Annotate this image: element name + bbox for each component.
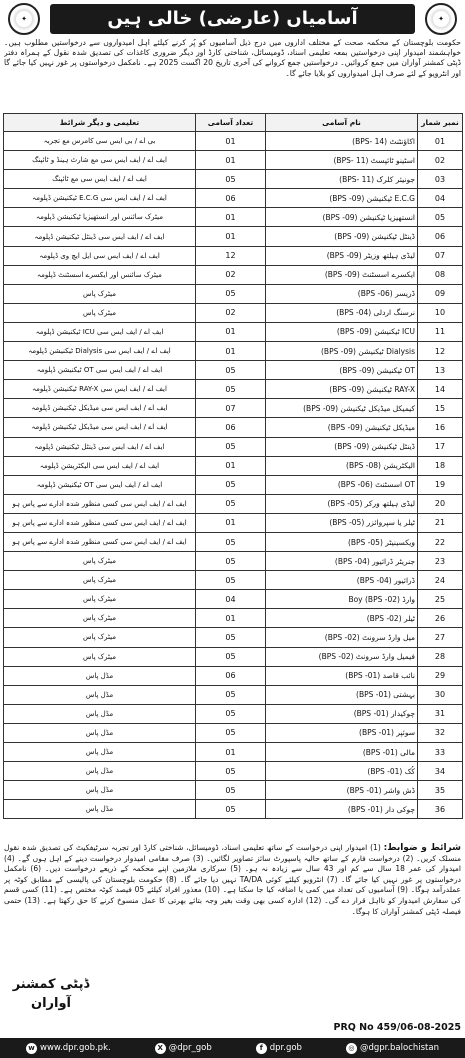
cell-qualification: ایف اے / ایف ایس سی OT ٹیکنیشن ڈپلومہ <box>4 475 196 494</box>
table-row <box>4 571 463 590</box>
cell-qualification: ایف اے / ایف ایس سی مع شارٹ ہینڈ و ٹائپنگ <box>4 151 196 170</box>
cell-serial: 25 <box>418 590 463 609</box>
table-row <box>4 628 463 647</box>
cell-qualification: ایف اے / ایف ایس سی میڈیکل ٹیکنیشن ڈپلومہ <box>4 399 196 418</box>
cell-quantity: 06 <box>196 666 266 685</box>
table-row <box>4 532 463 551</box>
cell-serial: 29 <box>418 666 463 685</box>
cell-quantity: 05 <box>196 762 266 781</box>
cell-post: Dialysis ٹیکنیشن (BPS -09) <box>266 342 418 361</box>
cell-quantity: 05 <box>196 647 266 666</box>
cell-serial: 35 <box>418 781 463 800</box>
header-serial: نمبر شمار <box>418 114 463 132</box>
header <box>2 2 463 36</box>
cell-post: جونیئر کلرک (BPS- 11) <box>266 170 418 189</box>
cell-qualification: مڈل پاس <box>4 666 196 685</box>
cell-quantity: 12 <box>196 246 266 265</box>
prq-number: PRQ No 459/06-08-2025 <box>333 1022 461 1033</box>
intro-paragraph: حکومت بلوچستان کے محکمہ صحت کے مختلف اداروں میں درج ذیل آسامیوں کو پُر کرنے کیلئے اہل امیدواروں سے درخواستیں مطلوب ہیں۔ خواہشمند امیدوار اپنی درخواستیں بمعہ تعلیمی اسناد، ڈومیسائل، شناختی کارڈ اور دیگر ضروری کاغذات کی تصدیق شدہ نقول کے ہمراہ دفتر ڈپٹی کمشنر آواران میں جمع کروائیں۔ درخواستیں جمع کروانے کی آخری تاریخ 20 اگست 2025 ہے۔ نامکمل درخواستوں پر غور نہیں کیا جائے گا اور انٹرویو کے لئے صرف اہل امیدواروں کو بلایا جائے گا۔ <box>4 38 461 78</box>
cell-serial: 22 <box>418 532 463 551</box>
footer-item[interactable] <box>26 1043 111 1054</box>
x-icon: X <box>155 1043 166 1054</box>
cell-serial: 03 <box>418 170 463 189</box>
cell-post: OT اسسٹنٹ (BPS -06) <box>266 475 418 494</box>
cell-quantity: 05 <box>196 361 266 380</box>
table-row <box>4 132 463 151</box>
cell-quantity: 01 <box>196 151 266 170</box>
cell-quantity: 06 <box>196 418 266 437</box>
cell-post: چوکی دار (BPS -01) <box>266 800 418 819</box>
cell-serial: 30 <box>418 685 463 704</box>
table-row <box>4 342 463 361</box>
cell-post: ڈینٹل ٹیکنیشن (BPS -09) <box>266 437 418 456</box>
cell-quantity: 05 <box>196 494 266 513</box>
cell-quantity: 01 <box>196 513 266 532</box>
cell-serial: 13 <box>418 361 463 380</box>
cell-serial: 07 <box>418 246 463 265</box>
cell-post: لیڈی ہیلتھ وزیٹر (BPS -09) <box>266 246 418 265</box>
cell-quantity: 01 <box>196 132 266 151</box>
cell-qualification: مڈل پاس <box>4 762 196 781</box>
cell-qualification: مڈل پاس <box>4 800 196 819</box>
table-header-row <box>4 114 463 132</box>
cell-qualification: ایف اے / ایف ایس سی کسی منظور شدہ ادارے سے پاس ہو <box>4 494 196 513</box>
footer-link-label[interactable]: @dpr_gob <box>168 1043 212 1053</box>
cell-quantity: 01 <box>196 609 266 628</box>
table-row <box>4 208 463 227</box>
table-row <box>4 456 463 475</box>
table-row <box>4 704 463 723</box>
cell-qualification: ایف اے / ایف ایس سی مع ٹائپنگ <box>4 170 196 189</box>
cell-serial: 14 <box>418 380 463 399</box>
table-row <box>4 666 463 685</box>
cell-post: ڈش واشر (BPS -01) <box>266 781 418 800</box>
cell-quantity: 05 <box>196 437 266 456</box>
table-row <box>4 781 463 800</box>
cell-post: ڈرائیور (BPS -04) <box>266 571 418 590</box>
cell-qualification: میٹرک سائنس اور انستھیزیا ٹیکنیشن ڈپلومہ <box>4 208 196 227</box>
cell-qualification: ایف اے / ایف ایس سی OT ٹیکنیشن ڈپلومہ <box>4 361 196 380</box>
cell-post: ایکسرے اسسٹنٹ (BPS -09) <box>266 265 418 284</box>
cell-qualification: مڈل پاس <box>4 723 196 742</box>
table-row <box>4 513 463 532</box>
cell-post: لیڈی ہیلتھ ورکر (BPS -05) <box>266 494 418 513</box>
cell-qualification: میٹرک پاس <box>4 303 196 322</box>
table-row <box>4 380 463 399</box>
cell-serial: 06 <box>418 227 463 246</box>
header-quantity: تعداد آسامی <box>196 114 266 132</box>
cell-quantity: 05 <box>196 284 266 303</box>
govt-logo-right: ✦ <box>425 3 457 35</box>
cell-post: انستھیزیا ٹیکنیشن (BPS -09) <box>266 208 418 227</box>
cell-post: ٹیلر (BPS -02) <box>266 609 418 628</box>
cell-serial: 31 <box>418 704 463 723</box>
cell-serial: 36 <box>418 800 463 819</box>
cell-serial: 18 <box>418 456 463 475</box>
footer-bar <box>0 1038 465 1058</box>
cell-serial: 10 <box>418 303 463 322</box>
cell-serial: 33 <box>418 743 463 762</box>
cell-qualification: ایف اے / ایف ایس سی ڈینٹل ٹیکنیشن ڈپلومہ <box>4 227 196 246</box>
terms-text: (1) امیدوار اپنی درخواست کے ساتھ تعلیمی اسناد، ڈومیسائل، شناختی کارڈ اور تجربہ سرٹیفکیٹ کی تصدیق شدہ نقول منسلک کریں۔ (2) درخواست فارم کے ساتھ حالیہ پاسپورٹ سائز تصاویر لگائیں۔ (3) صرف مقامی امیدوار درخواست دینے کے اہل ہوں گے۔ (4) امیدوار کی عمر 18 سال سے کم اور 43 سال سے زیادہ نہ ہو۔ (5) سرکاری ملازمین اپنے محکمہ کے ذریعے درخواست دیں۔ (6) نامکمل درخواستوں پر غور نہیں کیا جائے گا۔ (7) انٹرویو کیلئے کوئی TA/DA نہیں دیا جائے گا۔ (8) حکومت بلوچستان کی پالیسی کے مطابق کوٹہ پر عملدرآمد ہوگا۔ (9) آسامیوں کی تعداد میں کمی یا اضافہ کیا جا سکتا ہے۔ (10) معذور افراد کیلئے 05 فیصد کوٹہ مختص ہے۔ (11) کسی قسم کی سفارش امیدوار کو نااہل قرار دے گی۔ (12) ادارہ کسی بھی وقت بغیر وجہ بتائے بھرتی کا عمل منسوخ کرنے کا حق رکھتا ہے۔ (13) حتمی فیصلہ ڈپٹی کمشنر آواران کا ہوگا۔ <box>4 843 461 916</box>
cell-post: چوکیدار (BPS -01) <box>266 704 418 723</box>
cell-serial: 01 <box>418 132 463 151</box>
cell-qualification: ایف اے / ایف ایس سی E.C.G ٹیکنیشن ڈپلومہ <box>4 189 196 208</box>
cell-qualification: میٹرک پاس <box>4 552 196 571</box>
cell-quantity: 01 <box>196 208 266 227</box>
cell-qualification: مڈل پاس <box>4 704 196 723</box>
cell-quantity: 05 <box>196 628 266 647</box>
cell-qualification: ایف اے / ایف ایس سی میڈیکل ٹیکنیشن ڈپلومہ <box>4 418 196 437</box>
footer-item[interactable] <box>155 1043 212 1054</box>
cell-quantity: 05 <box>196 571 266 590</box>
cell-post: بہشتی (BPS -01) <box>266 685 418 704</box>
table-row <box>4 647 463 666</box>
header-qualification: تعلیمی و دیگر شرائط <box>4 114 196 132</box>
table-row <box>4 590 463 609</box>
table-row <box>4 685 463 704</box>
table-row <box>4 189 463 208</box>
table-row <box>4 418 463 437</box>
cell-qualification: مڈل پاس <box>4 781 196 800</box>
cell-quantity: 07 <box>196 399 266 418</box>
cell-post: الیکٹریشن (BPS -08) <box>266 456 418 475</box>
table-row <box>4 322 463 341</box>
table-row <box>4 762 463 781</box>
cell-qualification: مڈل پاس <box>4 743 196 762</box>
cell-quantity: 05 <box>196 380 266 399</box>
cell-post: مالی (BPS -01) <box>266 743 418 762</box>
table-row <box>4 800 463 819</box>
cell-quantity: 05 <box>196 800 266 819</box>
cell-qualification: ایف اے / ایف ایس سی کسی منظور شدہ ادارے سے پاس ہو <box>4 513 196 532</box>
cell-post: RAY-X ٹیکنیشن (BPS -09) <box>266 380 418 399</box>
table-row <box>4 265 463 284</box>
cell-quantity: 04 <box>196 590 266 609</box>
govt-logo-left: ✦ <box>8 3 40 35</box>
table-row <box>4 227 463 246</box>
footer-item[interactable] <box>256 1043 302 1054</box>
cell-serial: 17 <box>418 437 463 456</box>
cell-post: ویکسینیٹر (BPS -05) <box>266 532 418 551</box>
cell-quantity: 01 <box>196 322 266 341</box>
cell-post: نرسنگ اردلی (BPS -04) <box>266 303 418 322</box>
cell-qualification: میٹرک پاس <box>4 609 196 628</box>
table-row <box>4 303 463 322</box>
cell-quantity: 06 <box>196 189 266 208</box>
signature-block <box>6 975 96 1017</box>
cell-quantity: 01 <box>196 342 266 361</box>
cell-post: اکاؤنٹنٹ (BPS- 14) <box>266 132 418 151</box>
table-row <box>4 246 463 265</box>
cell-quantity: 05 <box>196 781 266 800</box>
cell-quantity: 05 <box>196 532 266 551</box>
cell-qualification: میٹرک پاس <box>4 284 196 303</box>
cell-post: ڈینٹل ٹیکنیشن (BPS -09) <box>266 227 418 246</box>
cell-post: فیمیل وارڈ سرونٹ (BPS -02) <box>266 647 418 666</box>
cell-post: سوئپر (BPS -01) <box>266 723 418 742</box>
cell-serial: 02 <box>418 151 463 170</box>
cell-serial: 19 <box>418 475 463 494</box>
footer-item[interactable] <box>346 1043 439 1054</box>
cell-serial: 34 <box>418 762 463 781</box>
cell-serial: 09 <box>418 284 463 303</box>
cell-quantity: 01 <box>196 456 266 475</box>
cell-post: E.C.G ٹیکنیشن (BPS -09) <box>266 189 418 208</box>
cell-qualification: ایف اے / ایف ایس سی Dialysis ٹیکنیشن ڈپلومہ <box>4 342 196 361</box>
table-row <box>4 609 463 628</box>
cell-serial: 28 <box>418 647 463 666</box>
cell-serial: 27 <box>418 628 463 647</box>
cell-post: وارڈ Boy (BPS -02) <box>266 590 418 609</box>
table-row <box>4 361 463 380</box>
cell-serial: 08 <box>418 265 463 284</box>
cell-qualification: میٹرک پاس <box>4 590 196 609</box>
cell-serial: 04 <box>418 189 463 208</box>
terms-and-conditions <box>4 843 461 973</box>
cell-quantity: 05 <box>196 685 266 704</box>
signature-title: ڈپٹی کمشنر <box>12 977 90 992</box>
cell-qualification: ایف اے / ایف ایس سی RAY-X ٹیکنیشن ڈپلومہ <box>4 380 196 399</box>
table-row <box>4 151 463 170</box>
cell-serial: 11 <box>418 322 463 341</box>
cell-qualification: ایف اے / ایف ایس سی ICU ٹیکنیشن ڈپلومہ <box>4 322 196 341</box>
cell-qualification: ایف اے / ایف ایس سی الیکٹریشن ڈپلومہ <box>4 456 196 475</box>
table-row <box>4 743 463 762</box>
cell-qualification: میٹرک پاس <box>4 647 196 666</box>
cell-quantity: 01 <box>196 227 266 246</box>
cell-quantity: 05 <box>196 475 266 494</box>
cell-qualification: ایف اے / ایف ایس سی کسی منظور شدہ ادارے سے پاس ہو <box>4 532 196 551</box>
cell-post: ICU ٹیکنیشن (BPS -09) <box>266 322 418 341</box>
footer-link-label[interactable]: www.dpr.gob.pk. <box>40 1043 111 1053</box>
signature-district: آواران <box>30 996 72 1011</box>
cell-serial: 24 <box>418 571 463 590</box>
instagram-icon: ◎ <box>346 1043 357 1054</box>
cell-qualification: میٹرک سائنس اور ایکسرے اسسٹنٹ ڈپلومہ <box>4 265 196 284</box>
facebook-icon: f <box>256 1043 267 1054</box>
cell-qualification: ایف اے / ایف ایس سی ڈینٹل ٹیکنیشن ڈپلومہ <box>4 437 196 456</box>
table-row <box>4 170 463 189</box>
table-row <box>4 494 463 513</box>
table-row <box>4 723 463 742</box>
footer-link-label[interactable]: @dgpr.balochistan <box>359 1043 439 1053</box>
table-row <box>4 437 463 456</box>
footer-link-label[interactable]: dpr.gob <box>269 1043 302 1053</box>
table-row <box>4 475 463 494</box>
cell-post: ڈریسر (BPS -06) <box>266 284 418 303</box>
cell-post: میل وارڈ سرونٹ (BPS -02) <box>266 628 418 647</box>
cell-post: کُک (BPS -01) <box>266 762 418 781</box>
globe-icon: w <box>26 1043 37 1054</box>
cell-serial: 15 <box>418 399 463 418</box>
cell-post: OT ٹیکنیشن (BPS -09) <box>266 361 418 380</box>
table-row <box>4 552 463 571</box>
cell-qualification: میٹرک پاس <box>4 571 196 590</box>
cell-post: ٹیلر یا سپروائزر (BPS -05) <box>266 513 418 532</box>
terms-heading: شرائط و ضوابط: <box>383 843 461 853</box>
cell-quantity: 05 <box>196 723 266 742</box>
cell-post: اسٹینو ٹائپسٹ (BPS- 11) <box>266 151 418 170</box>
cell-qualification: میٹرک پاس <box>4 628 196 647</box>
table-row <box>4 399 463 418</box>
cell-serial: 12 <box>418 342 463 361</box>
cell-quantity: 02 <box>196 303 266 322</box>
table-row <box>4 284 463 303</box>
cell-quantity: 05 <box>196 552 266 571</box>
cell-qualification: مڈل پاس <box>4 685 196 704</box>
cell-serial: 26 <box>418 609 463 628</box>
cell-serial: 23 <box>418 552 463 571</box>
cell-quantity: 05 <box>196 170 266 189</box>
cell-serial: 21 <box>418 513 463 532</box>
cell-quantity: 01 <box>196 743 266 762</box>
cell-qualification: بی اے / بی ایس سی کامرس مع تجربہ <box>4 132 196 151</box>
cell-quantity: 02 <box>196 265 266 284</box>
header-post: نام آسامی <box>266 114 418 132</box>
cell-post: کیمیکل میڈیکل ٹیکنیشن (BPS -09) <box>266 399 418 418</box>
page-title: آسامیاں (عارضی) خالی ہیں <box>50 4 415 34</box>
cell-post: نائب قاصد (BPS -01) <box>266 666 418 685</box>
vacancy-table <box>3 113 463 819</box>
cell-serial: 20 <box>418 494 463 513</box>
cell-serial: 16 <box>418 418 463 437</box>
cell-serial: 05 <box>418 208 463 227</box>
cell-quantity: 05 <box>196 704 266 723</box>
cell-post: جنریٹر ڈرائیور (BPS -04) <box>266 552 418 571</box>
cell-post: میڈیکل ٹیکنیشن (BPS -09) <box>266 418 418 437</box>
cell-qualification: ایف اے / ایف ایس سی ایل ایچ وی ڈپلومہ <box>4 246 196 265</box>
cell-serial: 32 <box>418 723 463 742</box>
